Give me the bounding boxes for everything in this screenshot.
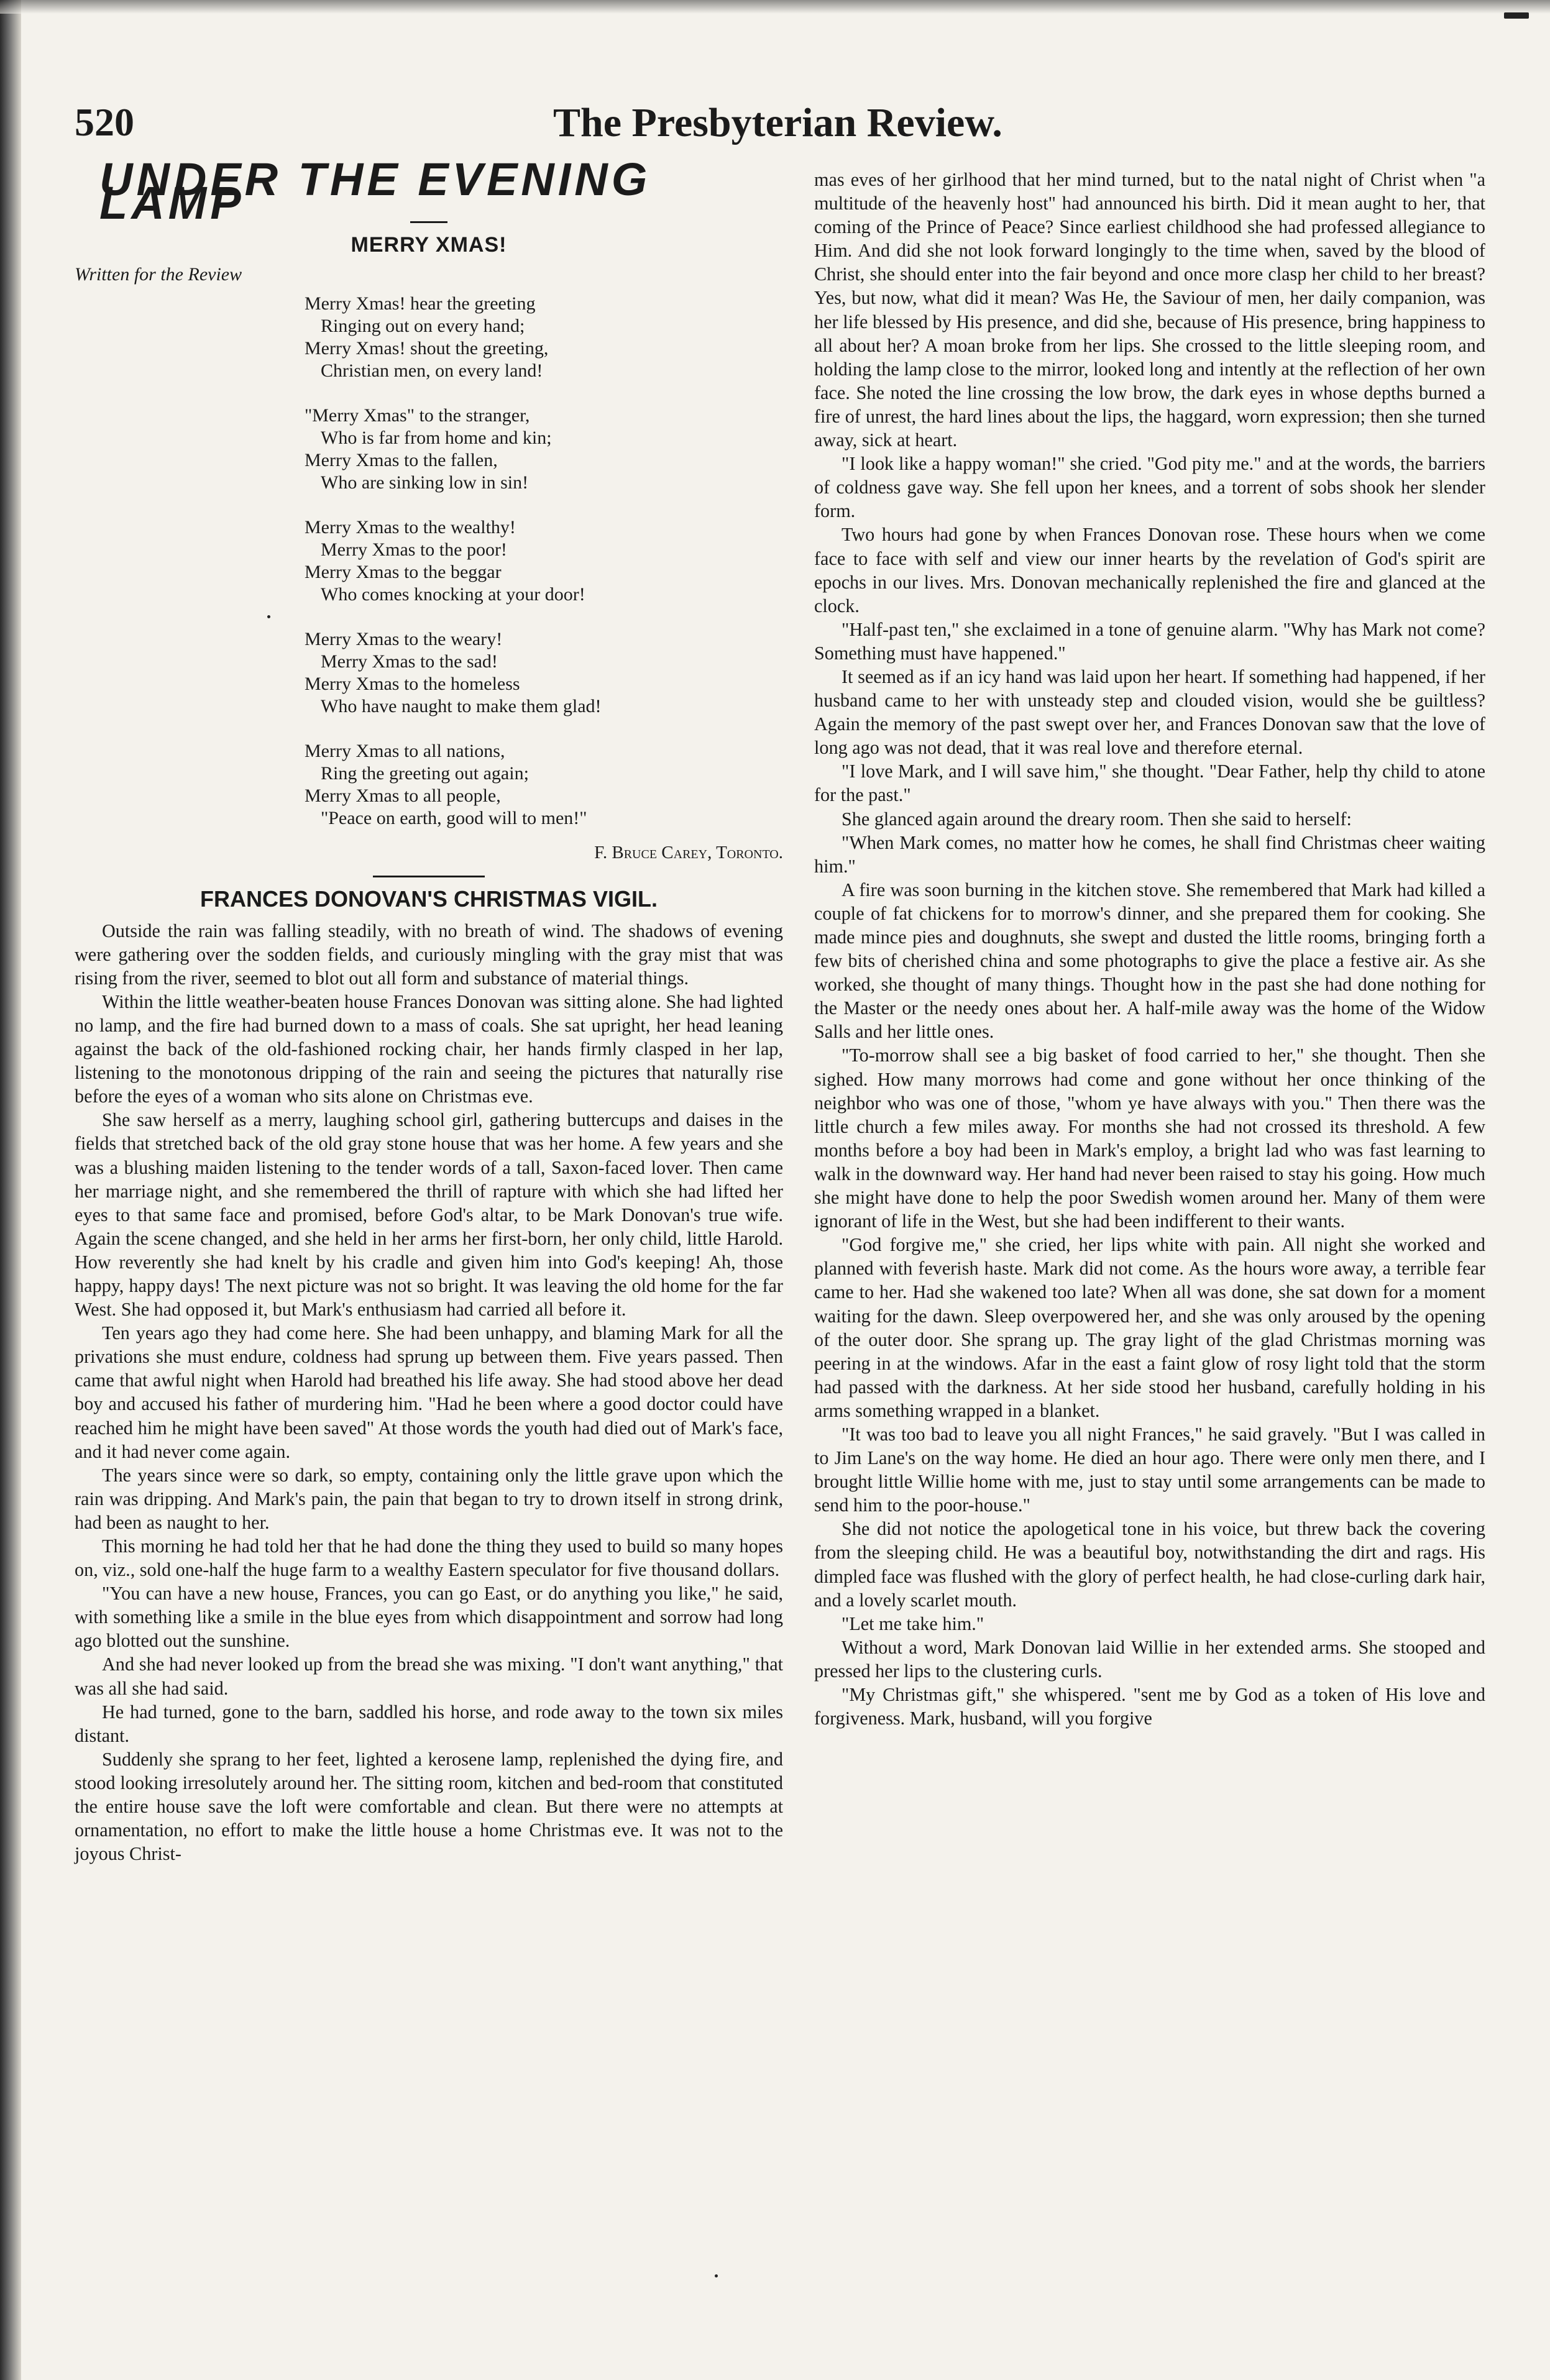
story-paragraph: He had turned, gone to the barn, saddled his horse, and rode away to the town six miles distant. — [75, 1701, 783, 1746]
poem-line: Ring the greeting out again; — [321, 763, 529, 784]
story-paragraph: "You can have a new house, Frances, you can go East, or do anything you like," he said, with something like a smile in the blue eyes from which disappointment and sorrow had long ago blotted out the sunshine. — [75, 1583, 783, 1652]
poem-line: Merry Xmas to the homeless — [305, 674, 520, 695]
story-paragraph: A fire was soon burning in the kitchen stove. She remembered that Mark had killed a couple of fat chickens for to morrow's dinner, and she prepared them for cooking. She made mince pies and doughnuts, she swept and dusted the little rooms, bringing forth a few bits of cherished china and some photographs to give the place a festive air. As she worked, she thought of many things. Thought how in the past she had done nothing for the Master or the needy ones about her. A half-mile away was the home of the Widow Salls and her little ones. — [814, 879, 1485, 1043]
story-paragraph: "Half-past ten," she exclaimed in a tone of genuine alarm. "Why has Mark not come? Something must have happened." — [814, 618, 1485, 664]
poem-line: Merry Xmas to the fallen, — [305, 450, 498, 471]
poem-stanza — [305, 405, 783, 494]
scan-speck — [267, 615, 270, 618]
scan-mark — [1504, 12, 1529, 19]
right-column — [814, 168, 1485, 1730]
scan-speck — [715, 2274, 718, 2277]
page-number: 520 — [75, 100, 134, 144]
poem-line: Merry Xmas! hear the greeting — [305, 293, 536, 314]
story-paragraph: Without a word, Mark Donovan laid Willie in her extended arms. She stooped and pressed her lips to the clustering curls. — [814, 1636, 1485, 1682]
story-paragraph: This morning he had told her that he had done the thing they used to build so many hopes on, viz., sold one-half the huge farm to a wealthy Eastern speculator for five thousand dollars. — [75, 1536, 783, 1581]
story-paragraph: "To-morrow shall see a big basket of food carried to her," she thought. Then she sighed. How many morrows had come and gone without her once thinking of the neighbor who was one of those, "whom ye have always with you." Then there was the little church a few miles away. For months she had not crossed its threshold. A few months before a boy had been in Mark's employ, a bright lad who was fast learning to walk in the downward way. Her hand had never been raised to stay his going. How much she might have done to help the poor Swedish women around her. Many of them were ignorant of life in the West, but she had been indifferent to their wants. — [814, 1045, 1485, 1232]
scan-top-shadow — [0, 0, 1550, 14]
page-header — [75, 99, 1492, 155]
scan-edge-shadow — [0, 0, 21, 2380]
poem-byline: Written for the Review — [75, 264, 242, 285]
story-paragraph: It seemed as if an icy hand was laid upon her heart. If something had happened, if her husband came to her with unsteady step and clouded vision, would she be guiltless? Again the memory of the past swept over her, and Frances Donovan saw that the love of long ago was not dead, that it was real love and therefore eternal. — [814, 666, 1485, 759]
poem-stanza — [305, 293, 783, 382]
poem-line: Merry Xmas! shout the greeting, — [305, 338, 549, 359]
poem-line: "Merry Xmas" to the stranger, — [305, 405, 530, 426]
poem-line: Who is far from home and kin; — [321, 428, 552, 449]
section-title: UNDER THE EVENING LAMP — [99, 153, 651, 229]
poem-line: Merry Xmas to the wealthy! — [305, 517, 516, 538]
poem-line: Who are sinking low in sin! — [321, 472, 529, 493]
story-paragraph: "Let me take him." — [841, 1613, 984, 1634]
story-paragraph: Outside the rain was falling steadily, with no breath of wind. The shadows of evening were gathering over the sodden fields, and curiously mingling with the gray mist that was rising from the river, seemed to blot out all form and substance of material things. — [75, 920, 783, 989]
poem-line: Who comes knocking at your door! — [321, 584, 585, 605]
poem-line: Merry Xmas to the weary! — [305, 629, 503, 650]
poem-title: MERRY XMAS! — [351, 233, 507, 257]
left-column — [75, 153, 783, 1865]
poem-line: Merry Xmas to the sad! — [321, 651, 498, 672]
story-paragraph: "God forgive me," she cried, her lips white with pain. All night she worked and planned with feverish haste. Mark did not come. As the hours wore away, a terrible fear came to her. Had she wakened too late? When all was done, she sat down for a moment waiting for the dawn. Sleep overpowered her, and she was only aroused by the opening of the outer door. She sprang up. The gray light of the glad Christmas morning was peering in at the windows. Afar in the east a faint glow of rosy light told that the storm had passed with the darkness. At her side stood her husband, carefully holding in his arms something wrapped in a blanket. — [814, 1234, 1485, 1421]
story-paragraph: She did not notice the apologetical tone in his voice, but threw back the covering from the sleeping child. He was a beautiful boy, notwithstanding the dirt and rags. His dimpled face was flushed with the glory of perfect health, he had close-curling dark hair, and a lovely scarlet mouth. — [814, 1518, 1485, 1611]
story-paragraph: Within the little weather-beaten house Frances Donovan was sitting alone. She had lighted no lamp, and the fire had burned down to a mass of coals. She sat upright, her head leaning against the back of the old-fashioned rocking chair, her hands firmly clasped in her lap, listening to the monotonous dripping of the rain and seeing the pictures that naturally rise before the eyes of a woman who sits alone on Christmas eve. — [75, 991, 783, 1107]
story-paragraph: "It was too bad to leave you all night Frances," he said gravely. "But I was called in to Jim Lane's on the way home. He died an hour ago. There were only men there, and I brought little Willie home with me, just to stay until some arrangements can be made to send him to the poor-house." — [814, 1423, 1485, 1516]
poem-line: Christian men, on every land! — [321, 360, 543, 382]
story-paragraph: "When Mark comes, no matter how he comes, he shall find Christmas cheer waiting him." — [814, 831, 1485, 877]
poem — [305, 293, 783, 830]
poem-stanza — [305, 516, 783, 606]
poem-stanza — [305, 628, 783, 718]
poem-line: Merry Xmas to all nations, — [305, 741, 505, 762]
poem-signature: F. Bruce Carey, Toronto. — [594, 843, 783, 863]
poem-line: Merry Xmas to the beggar — [305, 562, 502, 583]
poem-line: Merry Xmas to the poor! — [321, 539, 507, 561]
story-paragraph: Suddenly she sprang to her feet, lighted a kerosene lamp, replenished the dying fire, and stood looking irresolutely around her. The sitting room, kitchen and bed-room that constituted the entire house save the loft were comfortable and clean. But there were no attempts at ornamentation, no effort to make the little house a home Christmas eve. It was not to the joyous Christ- — [75, 1748, 783, 1865]
journal-title: The Presbyterian Review. — [553, 100, 1002, 145]
poem-line: Who have naught to make them glad! — [321, 696, 602, 717]
story-paragraph: Two hours had gone by when Frances Donovan rose. These hours when we come face to face with self and view our inner hearts by the revelation of God's spirit are epochs in our lives. Mrs. Donovan mechanically replenished the fire and glanced at the clock. — [814, 524, 1485, 616]
story-paragraph: "I look like a happy woman!" she cried. "God pity me." and at the words, the barriers of coldness gave way. She fell upon her knees, and a torrent of sobs shook her slender form. — [814, 453, 1485, 522]
story-body-left — [75, 919, 783, 1866]
poem-line: Ringing out on every hand; — [321, 316, 525, 337]
story-title: FRANCES DONOVAN'S CHRISTMAS VIGIL. — [200, 886, 658, 912]
story-paragraph: She glanced again around the dreary room. Then she said to herself: — [841, 808, 1352, 830]
story-body-right — [814, 168, 1485, 1730]
poem-stanza — [305, 740, 783, 830]
story-paragraph: The years since were so dark, so empty, containing only the little grave upon which the rain was dripping. And Mark's pain, the pain that began to try to drown itself in strong drink, had been as naught to her. — [75, 1464, 783, 1533]
story-paragraph: Ten years ago they had come here. She had been unhappy, and blaming Mark for all the privations she must endure, coldness had sprung up between them. Five years passed. Then came that awful night when Harold had breathed his life away. She had stood above her dead boy and accused his father of murdering him. "Had he been where a good doctor could have reached him he might have been saved" At those words the youth had died out of Mark's face, and it had never come again. — [75, 1322, 783, 1462]
story-paragraph: She saw herself as a merry, laughing school girl, gathering buttercups and daises in the fields that stretched back of the old gray stone house that was her home. A few years and she was a blushing maiden listening to the tender words of a tall, Saxon-faced lover. Then came her marriage night, and she remembered the thrill of rapture with which she had lifted her eyes to that same face and promised, before God's altar, to be Mark Donovan's true wife. Again the scene changed, and she held in her arms her first-born, her only child, little Harold. How reverently she had knelt by his cradle and given him into God's keeping! Ah, those happy, happy days! The next picture was not so bright. It was leaving the old home for the far West. She had opposed it, but Mark's enthusiasm had carried all before it. — [75, 1109, 783, 1320]
story-rule — [373, 876, 485, 877]
poem-line: Merry Xmas to all people, — [305, 785, 501, 807]
story-paragraph: And she had never looked up from the bread she was mixing. "I don't want anything," that was all she had said. — [75, 1654, 783, 1699]
story-paragraph: "My Christmas gift," she whispered. "sent me by God as a token of His love and forgiveness. Mark, husband, will you forgive — [814, 1684, 1485, 1729]
title-rule — [410, 221, 447, 223]
story-paragraph: "I love Mark, and I will save him," she thought. "Dear Father, help thy child to atone for the past." — [814, 761, 1485, 806]
poem-line: "Peace on earth, good will to men!" — [321, 808, 587, 829]
story-paragraph: mas eves of her girlhood that her mind turned, but to the natal night of Christ when "a multitude of the heavenly host" had announced his birth. Did it mean aught to her, that coming of the Prince of Peace? Since earliest childhood she had professed allegiance to Him. And did she not look forward longingly to the time when, saved by the blood of Christ, she should enter into the fair beyond and once more clasp her child to her breast? Yes, but now, what did it mean? Was He, the Saviour of men, her daily companion, was her life blessed by His presence, and did she, because of His presence, bring happiness to all about her? A moan broke from her lips. She crossed to the little sleeping room, and holding the lamp close to the mirror, looked long and intently at the reflection of her own face. She noted the line crossing the low brow, the dark eyes in whose depths burned a fire of unrest, the hard lines about the lips, the haggard, worn expression; then she turned away, sick at heart. — [814, 169, 1485, 451]
